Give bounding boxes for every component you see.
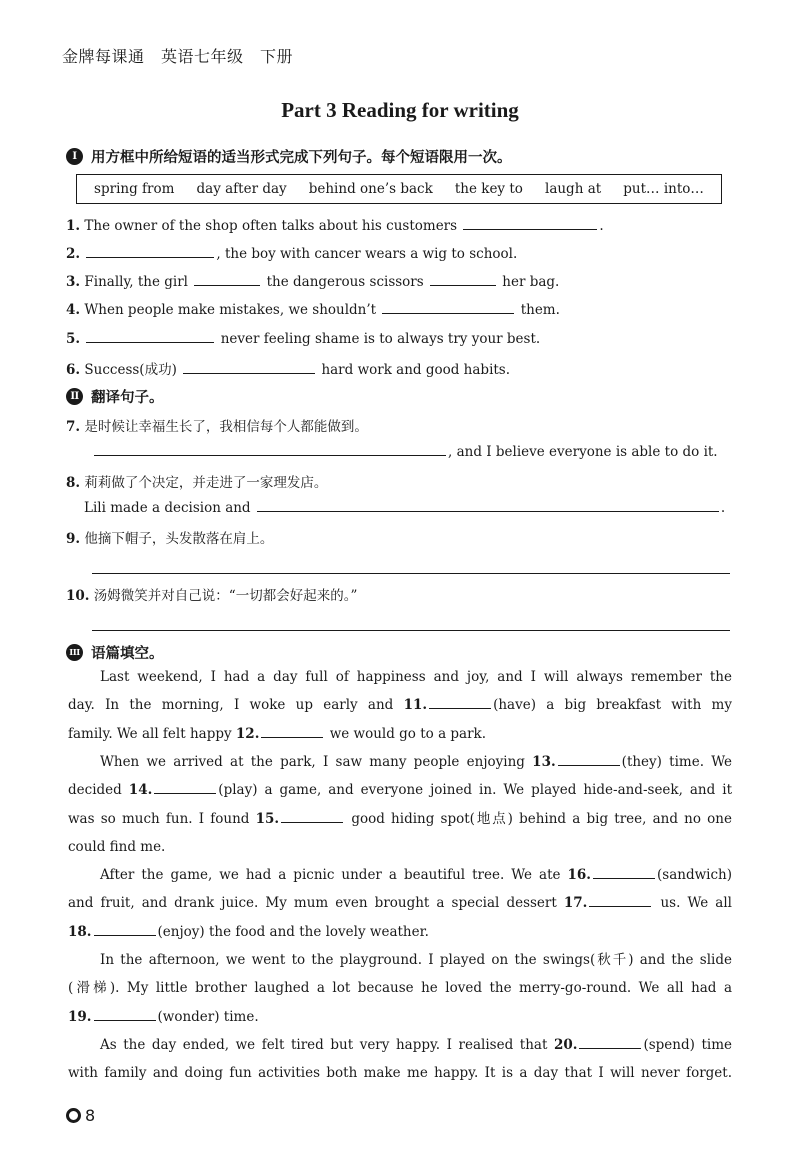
answer-blank-14[interactable]: [154, 781, 216, 794]
answer-blank[interactable]: [94, 443, 446, 456]
page-number: 8: [85, 1106, 96, 1125]
page-footer: [66, 1106, 95, 1125]
question-4: 4. When people make mistakes, we shouldn’t them.: [66, 302, 560, 318]
question-7: 7. 是时候让幸福生长了，我相信每个人都能做到。: [66, 419, 368, 435]
page-title: Part 3 Reading for writing: [281, 98, 519, 122]
passage-paragraph-2: When we arrived at the park, I saw many people enjoying 13. (they) time. We decided 14. (play) a game, and everyone joined in. We played hide-and-seek, and it was so much fun. I found 15. good hiding spot(地点) behind a big tree, and no one could find me.: [68, 754, 733, 855]
answer-blank-17[interactable]: [589, 894, 651, 907]
section-2-heading: [66, 386, 164, 407]
gear-icon: [66, 1108, 81, 1123]
section-2-numeral: II: [66, 388, 83, 405]
answer-blank-18[interactable]: [94, 923, 156, 936]
passage-paragraph-1: Last weekend, I had a day full of happiness and joy, and I will always remember the day. In the morning, I woke up early and 11. (have) a big breakfast with my family. We all felt happy 12. we would go to a park.: [68, 669, 732, 742]
answer-blank-20[interactable]: [579, 1036, 641, 1049]
answer-blank[interactable]: [183, 361, 315, 374]
section-1-numeral: I: [66, 148, 83, 165]
answer-blank[interactable]: [86, 245, 214, 258]
question-7-answer: , and I believe everyone is able to do it.: [92, 443, 718, 460]
answer-blank[interactable]: [430, 273, 496, 286]
phrase: the key to: [454, 181, 523, 197]
answer-blank[interactable]: [463, 217, 597, 230]
section-1-heading: [66, 146, 512, 167]
passage-paragraph-3: After the game, we had a picnic under a beautiful tree. We ate 16. (sandwich) and fruit, and drank juice. My mum even brought a special dessert 17. us. We all 18. (enjoy) the food and the lovely weather.: [68, 867, 732, 940]
question-8-answer: Lili made a decision and .: [84, 500, 726, 516]
answer-blank-12[interactable]: [261, 725, 323, 738]
section-2-instruction: 翻译句子。: [91, 390, 164, 406]
phrase: behind one’s back: [308, 181, 433, 197]
section-1-instruction: 用方框中所给短语的适当形式完成下列句子。每个短语限用一次。: [91, 150, 512, 166]
question-10: 10. 汤姆微笑并对自己说：“一切都会好起来的。”: [66, 588, 358, 604]
section-3-numeral: III: [66, 644, 83, 661]
question-6: 6. Success(成功) hard work and good habits.: [66, 362, 511, 378]
passage-paragraph-4: In the afternoon, we went to the playground. I played on the swings(秋千) and the slide (滑梯). My little brother laughed a lot because he loved the merry-go-round. We all had a 19. (wonder) time.: [68, 952, 732, 1025]
question-1: 1. The owner of the shop often talks about his customers .: [66, 218, 604, 234]
question-5: 5. never feeling shame is to always try your best.: [66, 331, 541, 347]
section-3-heading: [66, 642, 164, 663]
question-2: 2. , the boy with cancer wears a wig to school.: [66, 246, 518, 262]
answer-line[interactable]: [92, 630, 730, 631]
question-3: 3. Finally, the girl the dangerous scissors her bag.: [66, 274, 560, 290]
phrase-box: [76, 174, 722, 204]
phrase: spring from: [94, 181, 175, 197]
answer-blank[interactable]: [86, 330, 214, 343]
answer-blank[interactable]: [194, 273, 260, 286]
answer-blank-15[interactable]: [281, 810, 343, 823]
answer-blank[interactable]: [382, 301, 514, 314]
answer-blank[interactable]: [257, 499, 719, 512]
section-3-instruction: 语篇填空。: [91, 646, 164, 662]
question-8: 8. 莉莉做了个决定，并走进了一家理发店。: [66, 475, 328, 491]
book-header: 金牌每课通 英语七年级 下册: [62, 47, 294, 66]
phrase: day after day: [196, 181, 287, 197]
answer-blank-11[interactable]: [429, 696, 491, 709]
phrase: put… into…: [623, 181, 704, 197]
passage-paragraph-5: As the day ended, we felt tired but very happy. I realised that 20. (spend) time with family and doing fun activities both make me happy. It is a day that I will never forget.: [68, 1037, 732, 1082]
answer-blank-19[interactable]: [94, 1008, 156, 1021]
answer-line[interactable]: [92, 573, 730, 574]
question-9: 9. 他摘下帽子，头发散落在肩上。: [66, 531, 274, 547]
phrase: laugh at: [545, 181, 602, 197]
answer-blank-13[interactable]: [558, 753, 620, 766]
answer-blank-16[interactable]: [593, 866, 655, 879]
